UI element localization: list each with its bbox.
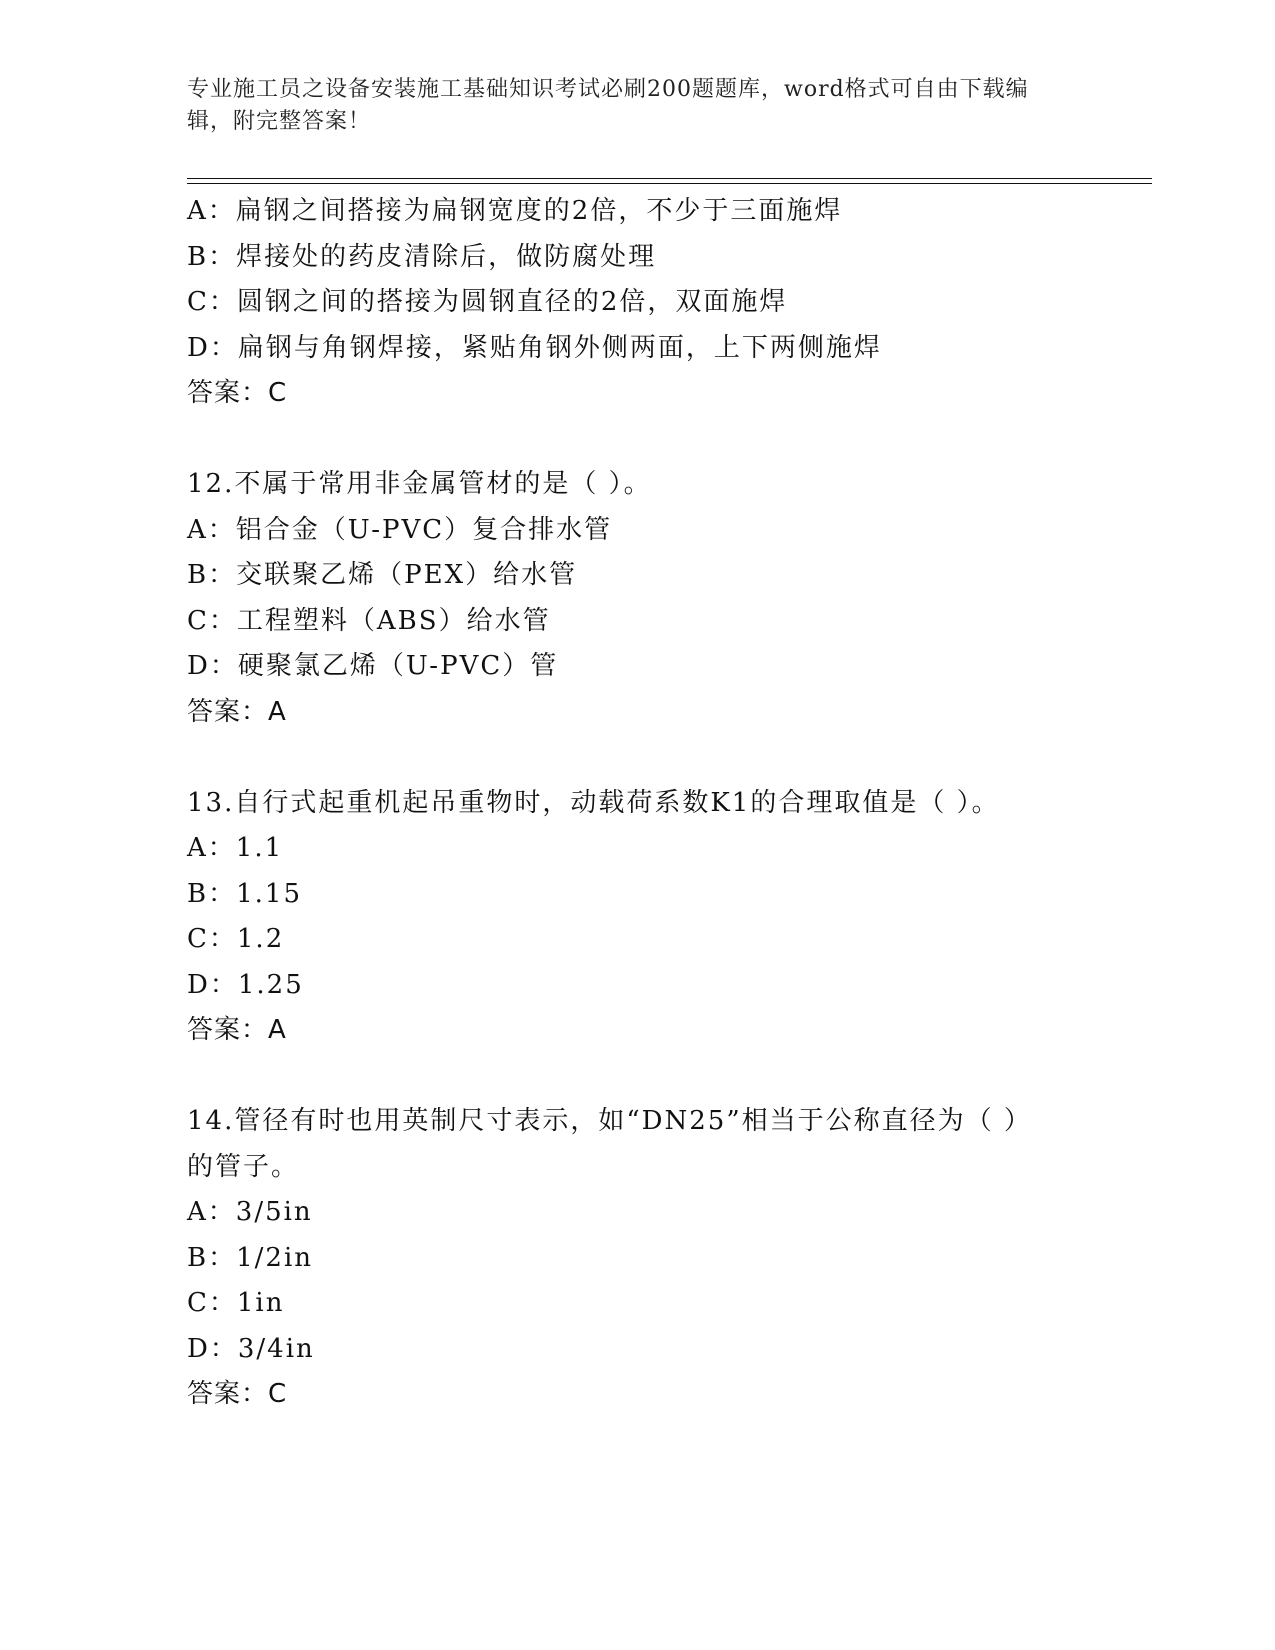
spacer <box>187 417 1087 463</box>
option-d: D：扁钢与角钢焊接，紧贴角钢外侧两面，上下两侧施焊 <box>187 332 882 363</box>
question-14 <box>187 1099 1087 1418</box>
document-header: 专业施工员之设备安装施工基础知识考试必刷200题题库，word格式可自由下载编辑，附完整答案！ <box>187 77 1029 134</box>
option-a: A：铝合金（U-PVC）复合排水管 <box>187 514 613 545</box>
question-stem-line-2: 的管子。 <box>187 1151 300 1182</box>
option-b: B：1/2in <box>187 1242 314 1273</box>
header-rule-top <box>187 178 1152 179</box>
option-d: D：硬聚氯乙烯（U-PVC）管 <box>187 651 559 681</box>
question-11 <box>187 189 1087 417</box>
question-stem: 12.不属于常用非金属管材的是（ ）。 <box>187 469 652 499</box>
option-c: C：1in <box>187 1288 285 1318</box>
answer-text: 答案：A <box>187 1015 287 1045</box>
question-stem: 13.自行式起重机起吊重物时，动载荷系数K1的合理取值是（ ）。 <box>187 787 1000 818</box>
spacer <box>187 1054 1087 1100</box>
option-a: A：1.1 <box>187 833 284 863</box>
option-d: D：3/4in <box>187 1333 315 1364</box>
option-a: A：3/5in <box>187 1197 313 1227</box>
option-b: B：交联聚乙烯（PEX）给水管 <box>187 560 578 590</box>
answer-text: 答案：A <box>187 696 287 727</box>
answer-text: 答案：C <box>187 1379 288 1409</box>
option-b: B：焊接处的药皮清除后，做防腐处理 <box>187 241 657 272</box>
question-12 <box>187 462 1087 735</box>
option-a: A：扁钢之间搭接为扁钢宽度的2倍，不少于三面施焊 <box>187 196 843 226</box>
option-c: C：工程塑料（ABS）给水管 <box>187 605 551 636</box>
option-c: C：1.2 <box>187 924 285 954</box>
option-b: B：1.15 <box>187 878 302 909</box>
header-rule-bottom <box>187 183 1152 184</box>
question-stem-line-1: 14.管径有时也用英制尺寸表示，如“DN25”相当于公称直径为（ ） <box>187 1106 1032 1136</box>
answer-text: 答案：C <box>187 378 288 408</box>
question-13 <box>187 781 1087 1054</box>
option-c: C：圆钢之间的搭接为圆钢直径的2倍，双面施焊 <box>187 287 788 317</box>
spacer <box>187 735 1087 781</box>
question-list <box>187 189 1087 1418</box>
option-d: D：1.25 <box>187 969 304 1000</box>
